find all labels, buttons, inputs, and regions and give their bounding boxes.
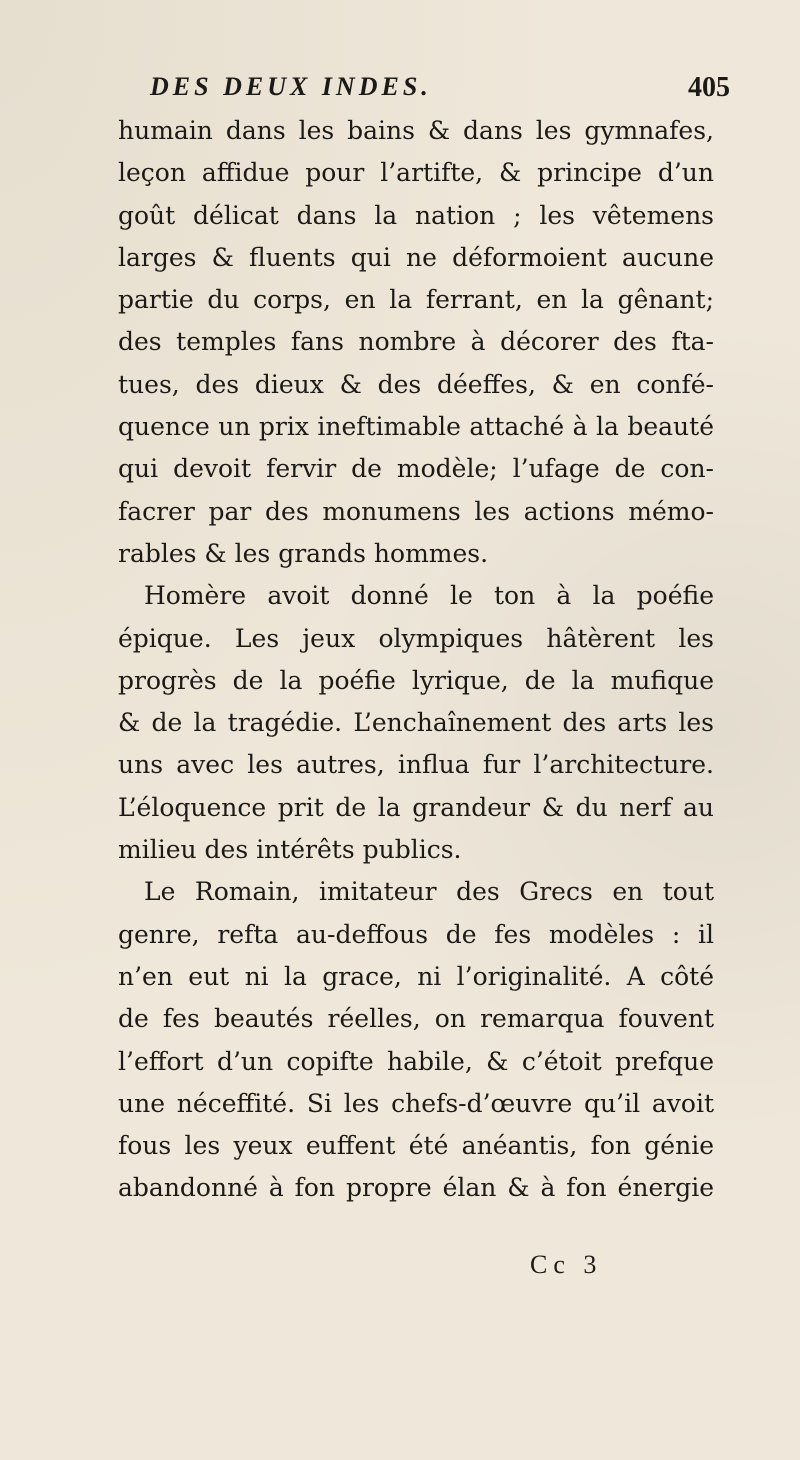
page-number: 405 — [688, 72, 730, 103]
text-line: partie du corps, en la ferrant, en la gênant; — [118, 285, 714, 315]
text-line: Le Romain, imitateur des Grecs en tout — [144, 877, 714, 907]
text-line: genre, refta au-deffous de fes modèles : il — [118, 919, 714, 949]
text-line: Homère avoit donné le ton à la poéfie — [144, 581, 714, 611]
text-line: goût délicat dans la nation ; les vêtemens — [118, 200, 714, 230]
text-line: épique. Les jeux olympiques hâtèrent les — [118, 623, 714, 653]
text-line: quence un prix ineftimable attaché à la beauté — [118, 412, 714, 442]
text-line: une néceffité. Si les chefs-d’œuvre qu’il avoit — [118, 1088, 714, 1118]
text-line: & de la tragédie. L’enchaînement des arts les — [118, 708, 714, 738]
text-line: progrès de la poéfie lyrique, de la mufique — [118, 665, 714, 695]
text-line: uns avec les autres, influa fur l’architecture. — [118, 750, 714, 780]
text-line: facrer par des monumens les actions mémo- — [118, 496, 714, 526]
text-line: l’effort d’un copifte habile, & c’étoit prefque — [118, 1046, 714, 1076]
text-line: rables & les grands hommes. — [118, 538, 489, 568]
text-line: L’éloquence prit de la grandeur & du nerf au — [118, 792, 714, 822]
text-line: qui devoit fervir de modèle; l’ufage de con- — [118, 454, 714, 484]
text-line: humain dans les bains & dans les gymnafes, — [118, 116, 714, 145]
text-line: milieu des intérêts publics. — [118, 835, 462, 865]
running-head — [100, 72, 730, 106]
text-line: fous les yeux euffent été anéantis, fon génie — [118, 1131, 714, 1161]
text-line: tues, des dieux & des déeffes, & en confé- — [118, 369, 714, 399]
text-line: leçon affidue pour l’artifte, & principe d’un — [118, 158, 714, 188]
body-text — [118, 110, 714, 1210]
text-line: de fes beautés réelles, on remarqua fouvent — [118, 1004, 714, 1034]
printer-signature: Cc 3 — [530, 1250, 603, 1279]
running-title: DES DEUX INDES. — [150, 72, 432, 101]
text-line: larges & fluents qui ne déformoient aucune — [118, 242, 714, 272]
text-line: abandonné à fon propre élan & à fon énergie — [118, 1173, 714, 1203]
text-line: des temples fans nombre à décorer des fta- — [118, 327, 714, 357]
text-line: n’en eut ni la grace, ni l’originalité. A côté — [118, 961, 714, 991]
